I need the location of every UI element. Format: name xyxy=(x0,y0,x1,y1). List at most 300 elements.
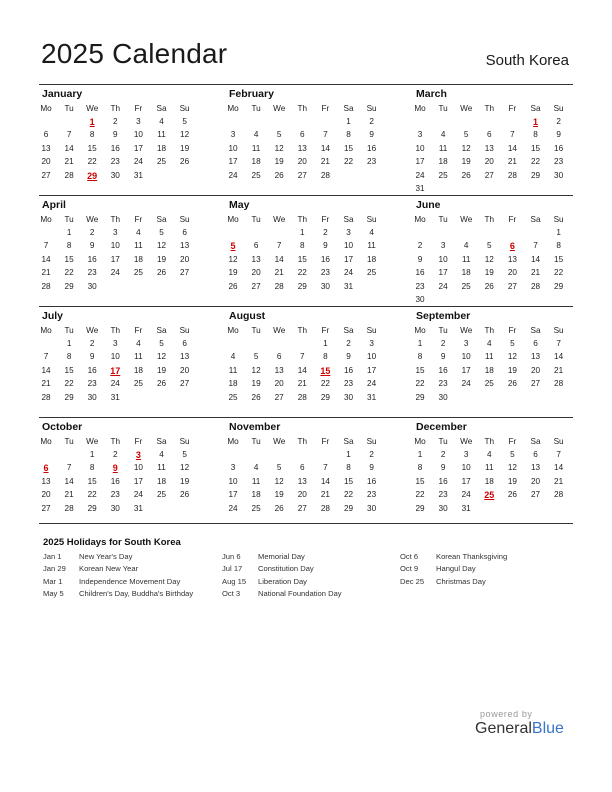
month-name: January xyxy=(42,88,83,100)
day-cell: 15 xyxy=(415,476,425,486)
day-cell: 6 xyxy=(300,463,305,473)
day-cell: 27 xyxy=(41,503,51,513)
weekday-label: Sa xyxy=(530,104,541,113)
day-cell: 6 xyxy=(487,130,492,140)
day-cell: 5 xyxy=(276,130,282,140)
day-cell: 21 xyxy=(554,365,564,375)
weekday-label: Th xyxy=(110,215,121,224)
weekday-label: Mo xyxy=(40,437,52,446)
day-cell: 31 xyxy=(133,503,143,513)
day-cell: 4 xyxy=(136,339,141,348)
day-cell: 8 xyxy=(417,463,423,473)
day-cell: 10 xyxy=(133,463,143,473)
day-cell: 23 xyxy=(438,379,448,389)
day-cell: 7 xyxy=(323,463,328,473)
day-cell: 9 xyxy=(440,463,446,473)
day-cell: 5 xyxy=(253,352,259,362)
day-cell: 28 xyxy=(41,392,51,402)
day-cell: 18 xyxy=(228,379,238,389)
weekday-label: Tu xyxy=(251,215,261,224)
day-cell: 30 xyxy=(367,503,377,513)
day-cell: 16 xyxy=(320,254,330,264)
day-cell: 20 xyxy=(41,490,51,500)
day-cell: 22 xyxy=(87,157,97,167)
month-march xyxy=(413,85,575,195)
weekday-label: Sa xyxy=(530,326,541,335)
day-cell: 15 xyxy=(554,254,564,264)
weekday-label: We xyxy=(86,326,99,335)
day-cell: 16 xyxy=(554,143,564,153)
weekday-label: Th xyxy=(297,437,308,446)
day-cell: 22 xyxy=(415,379,425,389)
weekday-label: Mo xyxy=(414,104,426,113)
day-cell: 19 xyxy=(484,268,494,278)
day-cell: 3 xyxy=(346,228,351,237)
day-cell: 29 xyxy=(415,392,425,402)
weekday-label: Th xyxy=(297,215,308,224)
day-cell: 29 xyxy=(64,281,74,291)
day-cell: 13 xyxy=(484,143,494,153)
day-cell: 21 xyxy=(320,157,330,167)
weekday-label: Su xyxy=(553,215,564,224)
day-cell: 13 xyxy=(180,352,190,362)
day-cell: 31 xyxy=(343,281,354,291)
weekday-label: Sa xyxy=(530,437,541,446)
weekday-label: Sa xyxy=(156,326,167,335)
day-cell: 7 xyxy=(276,241,282,251)
day-cell: 16 xyxy=(367,476,377,486)
day-cell: 7 xyxy=(533,241,538,251)
holiday-name: Independence Movement Day xyxy=(79,576,181,586)
day-cell: 3 xyxy=(136,117,141,126)
day-cell: 12 xyxy=(274,143,284,153)
weekday-label: Fr xyxy=(321,215,330,224)
divider xyxy=(39,523,573,524)
day-cell: 16 xyxy=(87,365,97,375)
day-cell: 9 xyxy=(113,130,118,140)
month-row xyxy=(39,417,573,528)
day-cell: 9 xyxy=(369,463,374,473)
day-cell: 26 xyxy=(251,392,261,402)
day-cell: 4 xyxy=(369,228,374,237)
day-cell: 17 xyxy=(415,157,425,167)
day-cell: 21 xyxy=(507,157,517,167)
day-cell: 8 xyxy=(89,130,95,140)
day-cell: 19 xyxy=(274,157,284,167)
month-november xyxy=(226,418,388,528)
day-cell: 23 xyxy=(367,490,377,500)
day-cell: 30 xyxy=(110,503,120,513)
day-cell: 2 xyxy=(440,450,446,459)
weekday-label: We xyxy=(273,215,286,224)
holiday-name: Constitution Day xyxy=(258,564,314,574)
weekday-label: Sa xyxy=(156,437,167,446)
day-cell: 31 xyxy=(461,503,471,513)
day-cell: 12 xyxy=(180,130,190,140)
day-cell: 8 xyxy=(66,352,72,362)
day-cell: 31 xyxy=(415,184,425,193)
day-cell: 27 xyxy=(507,281,517,291)
day-cell: 10 xyxy=(110,241,120,251)
month-july xyxy=(39,307,201,417)
holiday-date: Oct 6 xyxy=(400,552,419,561)
day-cell: 28 xyxy=(320,503,330,513)
weekday-label: Fr xyxy=(508,215,517,224)
day-cell: 14 xyxy=(320,476,330,486)
day-cell: 18 xyxy=(251,157,261,167)
day-cell: 7 xyxy=(300,352,305,362)
month-name: July xyxy=(42,310,64,322)
day-cell: 21 xyxy=(320,490,330,500)
day-cell: 23 xyxy=(438,490,448,500)
weekday-label: Th xyxy=(110,326,121,335)
day-cell: 27 xyxy=(251,281,261,291)
day-cell: 17 xyxy=(133,476,143,486)
weekday-label: We xyxy=(86,437,99,446)
day-cell: 28 xyxy=(64,170,74,180)
holiday-date: Jun 6 xyxy=(222,552,241,561)
day-cell: 1 xyxy=(66,228,72,237)
day-cell: 11 xyxy=(134,352,143,362)
holiday-day-cell: 29 xyxy=(87,170,98,181)
weekday-label: We xyxy=(273,437,286,446)
day-cell: 3 xyxy=(369,339,374,348)
day-cell: 25 xyxy=(133,268,143,278)
day-cell: 20 xyxy=(530,365,541,375)
day-cell: 15 xyxy=(87,476,97,486)
day-cell: 16 xyxy=(367,143,377,153)
day-cell: 22 xyxy=(343,490,354,500)
holiday-day-cell: 25 xyxy=(484,490,495,501)
day-cell: 5 xyxy=(159,228,164,237)
month-row xyxy=(39,84,573,195)
day-cell: 28 xyxy=(297,392,307,402)
day-cell: 30 xyxy=(343,392,354,402)
day-cell: 25 xyxy=(484,379,494,389)
day-cell: 23 xyxy=(87,379,97,389)
day-cell: 18 xyxy=(156,476,167,486)
day-cell: 16 xyxy=(343,365,354,375)
holiday-day-cell: 1 xyxy=(532,117,538,127)
day-cell: 31 xyxy=(367,392,377,402)
day-cell: 23 xyxy=(367,157,377,167)
weekday-label: Tu xyxy=(438,437,448,446)
month-name: August xyxy=(229,310,266,322)
country-name: South Korea xyxy=(485,52,569,69)
weekday-label: We xyxy=(460,104,473,113)
day-cell: 19 xyxy=(461,157,471,167)
day-cell: 2 xyxy=(417,241,423,251)
holiday-date: Jul 17 xyxy=(222,564,243,574)
day-cell: 14 xyxy=(507,143,517,153)
day-cell: 6 xyxy=(182,339,187,348)
day-cell: 26 xyxy=(484,281,494,291)
day-cell: 24 xyxy=(461,379,471,389)
day-cell: 28 xyxy=(41,281,51,291)
day-cell: 4 xyxy=(253,130,259,140)
weekday-label: Fr xyxy=(321,326,330,335)
day-cell: 8 xyxy=(556,241,561,251)
weekday-label: We xyxy=(86,104,99,113)
day-cell: 29 xyxy=(64,392,74,402)
day-cell: 3 xyxy=(113,339,118,348)
day-cell: 12 xyxy=(507,463,517,473)
day-cell: 20 xyxy=(180,254,190,264)
day-cell: 8 xyxy=(533,130,538,140)
day-cell: 13 xyxy=(530,463,541,473)
day-cell: 26 xyxy=(461,170,471,180)
day-cell: 14 xyxy=(554,463,564,473)
day-cell: 18 xyxy=(133,254,143,264)
day-cell: 24 xyxy=(133,490,143,500)
day-cell: 23 xyxy=(554,157,564,167)
day-cell: 30 xyxy=(87,392,97,402)
day-cell: 6 xyxy=(533,450,538,459)
day-cell: 25 xyxy=(251,503,261,513)
day-cell: 26 xyxy=(274,503,284,513)
day-cell: 15 xyxy=(530,143,541,153)
weekday-label: Fr xyxy=(508,104,517,113)
day-cell: 13 xyxy=(41,143,51,153)
day-cell: 27 xyxy=(530,490,541,500)
day-cell: 3 xyxy=(113,228,118,237)
day-cell: 14 xyxy=(274,254,284,264)
day-cell: 14 xyxy=(41,365,51,375)
holiday-name: Children's Day, Buddha's Birthday xyxy=(79,588,194,598)
day-cell: 17 xyxy=(461,476,471,486)
weekday-label: Su xyxy=(366,104,377,113)
holiday-name: Liberation Day xyxy=(258,576,307,586)
day-cell: 12 xyxy=(180,463,190,473)
day-cell: 9 xyxy=(346,352,351,362)
month-may xyxy=(226,196,388,306)
day-cell: 16 xyxy=(110,476,120,486)
weekday-label: Sa xyxy=(156,215,167,224)
weekday-label: Fr xyxy=(134,326,143,335)
month-name: December xyxy=(416,421,467,433)
day-cell: 17 xyxy=(133,143,143,153)
day-cell: 24 xyxy=(343,268,354,278)
month-december xyxy=(413,418,575,528)
day-cell: 20 xyxy=(251,268,261,278)
month-name: October xyxy=(42,421,83,433)
day-cell: 2 xyxy=(346,339,351,348)
day-cell: 16 xyxy=(87,254,97,264)
holiday-date: Jan 29 xyxy=(43,564,66,574)
month-name: June xyxy=(416,199,441,211)
weekday-label: Th xyxy=(484,104,495,113)
day-cell: 1 xyxy=(417,450,423,459)
day-cell: 20 xyxy=(41,157,51,167)
month-january xyxy=(39,85,201,195)
day-cell: 23 xyxy=(110,490,120,500)
day-cell: 27 xyxy=(274,392,284,402)
day-cell: 25 xyxy=(156,490,167,500)
day-cell: 19 xyxy=(228,268,238,278)
day-cell: 3 xyxy=(440,241,446,251)
day-cell: 28 xyxy=(274,281,284,291)
day-cell: 19 xyxy=(507,365,517,375)
day-cell: 17 xyxy=(110,254,120,264)
day-cell: 22 xyxy=(64,379,74,389)
holidays-heading: 2025 Holidays for South Korea xyxy=(43,537,181,548)
weekday-label: Fr xyxy=(508,437,517,446)
holiday-name: National Foundation Day xyxy=(258,588,342,598)
day-cell: 24 xyxy=(461,490,471,500)
day-cell: 26 xyxy=(180,490,190,500)
weekday-label: Mo xyxy=(414,215,426,224)
weekday-label: Mo xyxy=(40,104,52,113)
weekday-label: Tu xyxy=(64,104,74,113)
day-cell: 25 xyxy=(251,170,261,180)
weekday-label: Fr xyxy=(508,326,517,335)
day-cell: 21 xyxy=(41,268,51,278)
month-name: May xyxy=(229,199,250,211)
month-name: February xyxy=(229,88,274,100)
day-cell: 7 xyxy=(43,241,49,251)
day-cell: 21 xyxy=(554,476,564,486)
holiday-day-cell: 17 xyxy=(110,365,121,376)
holiday-date: May 5 xyxy=(43,588,64,598)
day-cell: 27 xyxy=(484,170,494,180)
day-cell: 21 xyxy=(530,268,541,278)
day-cell: 11 xyxy=(157,463,166,473)
day-cell: 12 xyxy=(484,254,494,264)
day-cell: 3 xyxy=(230,130,236,140)
day-cell: 28 xyxy=(554,490,564,500)
generalblue-logo[interactable] xyxy=(475,720,564,738)
holiday-name: Hangul Day xyxy=(436,564,476,574)
day-cell: 12 xyxy=(156,352,167,362)
holiday-date: Jan 1 xyxy=(43,552,62,561)
day-cell: 29 xyxy=(415,503,425,513)
day-cell: 26 xyxy=(507,490,517,500)
holiday-day-cell: 9 xyxy=(112,463,118,474)
weekday-label: Th xyxy=(484,326,495,335)
day-cell: 11 xyxy=(251,143,261,153)
day-cell: 23 xyxy=(415,281,425,291)
day-cell: 10 xyxy=(110,352,120,362)
powered-by-label: powered by xyxy=(480,709,533,719)
calendar-grid xyxy=(39,84,573,528)
day-cell: 21 xyxy=(297,379,307,389)
day-cell: 1 xyxy=(417,339,423,348)
day-cell: 5 xyxy=(510,450,515,459)
day-cell: 9 xyxy=(89,241,95,251)
day-cell: 7 xyxy=(43,352,49,362)
weekday-label: Su xyxy=(366,326,377,335)
weekday-label: Tu xyxy=(64,215,74,224)
day-cell: 9 xyxy=(417,254,423,264)
holiday-day-cell: 6 xyxy=(43,463,49,474)
day-cell: 20 xyxy=(507,268,517,278)
day-cell: 13 xyxy=(274,365,284,375)
weekday-label: Su xyxy=(179,437,190,446)
day-cell: 19 xyxy=(180,476,190,486)
day-cell: 4 xyxy=(487,450,492,459)
holiday-day-cell: 15 xyxy=(320,365,331,376)
day-cell: 28 xyxy=(64,503,74,513)
day-cell: 14 xyxy=(530,254,541,264)
day-cell: 29 xyxy=(320,392,330,402)
weekday-label: Su xyxy=(366,437,377,446)
weekday-label: Mo xyxy=(40,215,52,224)
weekday-label: Su xyxy=(366,215,377,224)
day-cell: 18 xyxy=(461,268,471,278)
weekday-label: Tu xyxy=(64,437,74,446)
day-cell: 20 xyxy=(297,157,307,167)
holiday-name: Christmas Day xyxy=(436,576,486,586)
day-cell: 3 xyxy=(417,130,423,140)
day-cell: 2 xyxy=(113,450,118,459)
day-cell: 15 xyxy=(297,254,307,264)
day-cell: 25 xyxy=(461,281,471,291)
weekday-label: We xyxy=(460,437,473,446)
weekday-label: Fr xyxy=(134,437,143,446)
weekday-label: Mo xyxy=(40,326,52,335)
day-cell: 30 xyxy=(415,295,425,304)
day-cell: 12 xyxy=(274,476,284,486)
day-cell: 2 xyxy=(369,450,374,459)
day-cell: 7 xyxy=(323,130,328,140)
weekday-label: Tu xyxy=(438,104,448,113)
day-cell: 4 xyxy=(253,463,259,473)
holiday-day-cell: 1 xyxy=(89,117,95,127)
month-row xyxy=(39,306,573,417)
day-cell: 27 xyxy=(297,503,307,513)
month-august xyxy=(226,307,388,417)
day-cell: 15 xyxy=(343,476,354,486)
weekday-label: Tu xyxy=(438,215,448,224)
day-cell: 17 xyxy=(343,254,354,264)
weekday-label: Th xyxy=(484,215,495,224)
day-cell: 27 xyxy=(41,170,51,180)
day-cell: 10 xyxy=(133,130,143,140)
day-cell: 26 xyxy=(228,281,238,291)
day-cell: 18 xyxy=(484,476,494,486)
day-cell: 13 xyxy=(530,352,541,362)
day-cell: 10 xyxy=(367,352,377,362)
weekday-label: Th xyxy=(110,104,121,113)
day-cell: 10 xyxy=(228,143,238,153)
day-cell: 24 xyxy=(415,170,425,180)
month-name: September xyxy=(416,310,471,322)
weekday-label: Sa xyxy=(343,437,354,446)
day-cell: 20 xyxy=(530,476,541,486)
day-cell: 26 xyxy=(507,379,517,389)
day-cell: 13 xyxy=(297,476,307,486)
holiday-day-cell: 5 xyxy=(230,241,236,252)
weekday-label: Tu xyxy=(251,104,261,113)
day-cell: 2 xyxy=(89,339,95,348)
day-cell: 6 xyxy=(533,339,538,348)
weekday-label: Mo xyxy=(414,326,426,335)
day-cell: 12 xyxy=(251,365,261,375)
day-cell: 19 xyxy=(156,365,167,375)
day-cell: 11 xyxy=(367,241,376,251)
day-cell: 4 xyxy=(159,117,164,126)
day-cell: 5 xyxy=(182,117,187,126)
day-cell: 9 xyxy=(323,241,328,251)
day-cell: 24 xyxy=(110,379,120,389)
day-cell: 24 xyxy=(133,157,143,167)
month-october xyxy=(39,418,201,528)
day-cell: 14 xyxy=(64,476,74,486)
day-cell: 19 xyxy=(251,379,261,389)
day-cell: 7 xyxy=(66,463,72,473)
day-cell: 4 xyxy=(463,241,469,251)
weekday-label: Mo xyxy=(227,215,239,224)
